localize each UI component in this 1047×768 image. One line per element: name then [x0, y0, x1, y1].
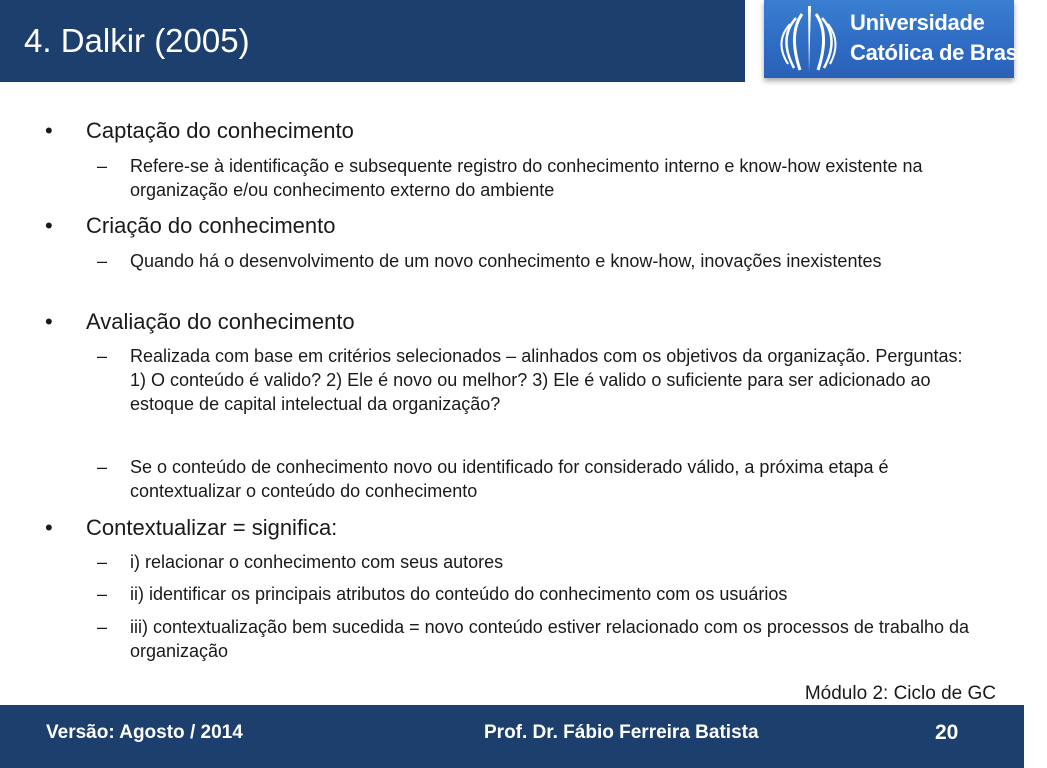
- bullet-item: [45, 213, 986, 239]
- sub-bullet-item: [97, 344, 980, 416]
- bullet-text: Avaliação do conhecimento: [86, 309, 355, 334]
- slide-title: 4. Dalkir (2005): [24, 22, 250, 59]
- sub-bullet-item: [97, 550, 980, 574]
- dash-icon: –: [97, 251, 108, 271]
- footer-author: Prof. Dr. Fábio Ferreira Batista: [484, 722, 759, 743]
- dash-icon: –: [97, 457, 108, 477]
- bullet-icon: •: [45, 118, 53, 143]
- sub-bullet-item: [97, 249, 980, 273]
- sub-bullet-text: Quando há o desenvolvimento de um novo conhecimento e know-how, inovações inexistentes: [130, 251, 882, 271]
- page-number: 20: [935, 721, 959, 744]
- sub-bullet-text: ii) identificar os principais atributos do conteúdo do conhecimento com os usuários: [130, 584, 788, 604]
- sub-bullet-item: [97, 154, 980, 202]
- dash-icon: –: [97, 552, 108, 572]
- bullet-item: [45, 515, 986, 541]
- sub-bullet-text: iii) contextualização bem sucedida = novo conteúdo estiver relacionado com os processos de trabalho da organização: [130, 617, 969, 661]
- sub-bullet-item: [97, 615, 980, 663]
- dash-icon: –: [97, 617, 108, 637]
- bullet-text: Contextualizar = significa:: [86, 515, 338, 540]
- module-note: Módulo 2: Ciclo de GC: [804, 683, 996, 704]
- bullet-icon: •: [45, 515, 53, 540]
- bullet-item: [45, 118, 986, 144]
- footer-bar: [0, 705, 1024, 768]
- sub-bullet-item: [97, 582, 980, 606]
- bullet-text: Captação do conhecimento: [86, 118, 354, 143]
- logo-line-1: Universidade: [850, 10, 985, 35]
- sub-bullet-item: [97, 455, 980, 503]
- bullet-text: Criação do conhecimento: [86, 213, 336, 238]
- sub-bullet-text: Realizada com base em critérios selecionados – alinhados com os objetivos da organização. Perguntas: 1) O conteúdo é valido? 2) Ele é novo ou melhor? 3) Ele é valido o suficiente para ser adicionado ao estoque de capital intelectual da organização?: [130, 346, 963, 414]
- logo-line-2: Católica de Brasília: [850, 40, 1047, 65]
- bullet-icon: •: [45, 309, 53, 334]
- dash-icon: –: [97, 156, 108, 176]
- dash-icon: –: [97, 346, 108, 366]
- footer-version: Versão: Agosto / 2014: [46, 722, 243, 743]
- bullet-item: [45, 309, 986, 335]
- dash-icon: –: [97, 584, 108, 604]
- bullet-icon: •: [45, 213, 53, 238]
- sub-bullet-text: Se o conteúdo de conhecimento novo ou identificado for considerado válido, a próxima etapa é contextualizar o conteúdo do conhecimento: [130, 457, 889, 501]
- sub-bullet-text: i) relacionar o conhecimento com seus autores: [130, 552, 504, 572]
- sub-bullet-text: Refere-se à identificação e subsequente registro do conhecimento interno e know-how existente na organização e/ou conhecimento externo do ambiente: [130, 156, 923, 200]
